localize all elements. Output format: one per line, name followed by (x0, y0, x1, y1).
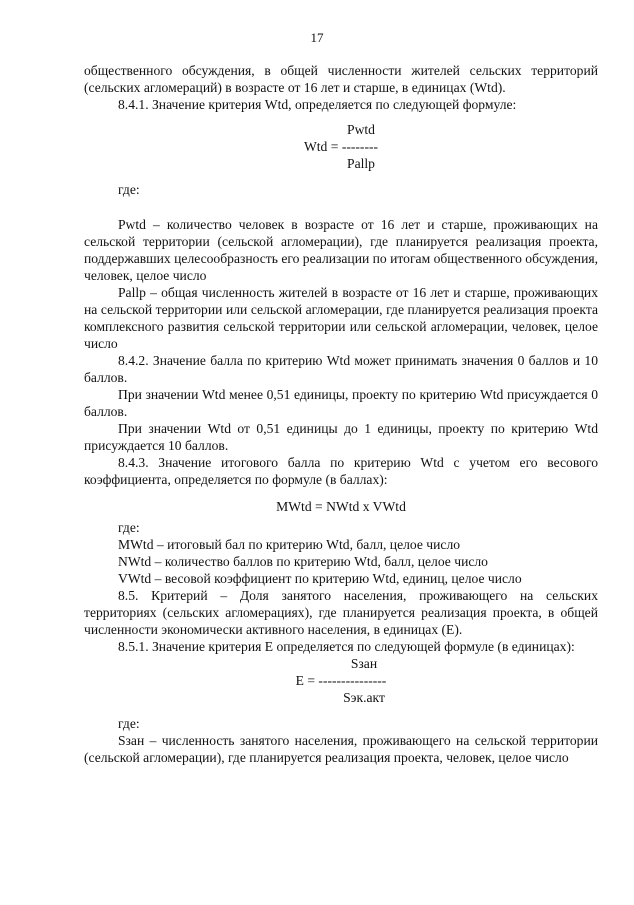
paragraph: 8.4.1. Значение критерия Wtd, определяется по следующей формуле: (118, 97, 517, 112)
where-label: где: (118, 716, 140, 731)
definition-mwtd: MWtd – итоговый бал по критерию Wtd, балл, целое число (118, 537, 461, 552)
formula-denominator: Pallp (347, 156, 375, 171)
formula-line: E = --------------- (295, 673, 387, 688)
definition-vwtd: VWtd – весовой коэффициент по критерию Wtd, единиц, целое число (118, 571, 522, 586)
page-number: 17 (310, 30, 324, 45)
formula-mwtd: MWtd = NWtd x VWtd (276, 499, 406, 514)
definition-pallp: Pallp – общая численность жителей в возрасте от 16 лет и старше, проживающих на сельской территории или сельской агломерации, где планируется реализация проекта комплексного развития сельской территории или сельской агломерации, человек, целое число (84, 285, 598, 351)
where-label: где: (118, 182, 140, 197)
definition-nwtd: NWtd – количество баллов по критерию Wtd, балл, целое число (118, 554, 488, 569)
paragraph: При значении Wtd менее 0,51 единицы, проекту по критерию Wtd присуждается 0 баллов. (84, 387, 598, 419)
formula-denominator: Sэк.акт (343, 690, 385, 705)
paragraph: 8.5. Критерий – Доля занятого населения, проживающего на сельских территориях (сельских агломерациях), где планируется реализация проекта, в общей численности экономически активного населения, в единицах (Е). (84, 588, 598, 637)
paragraph: общественного обсуждения, в общей численности жителей сельских территорий (сельских агломераций) в возрасте от 16 лет и старше, в единицах (Wtd). (84, 63, 598, 95)
paragraph: 8.4.2. Значение балла по критерию Wtd может принимать значения 0 баллов и 10 баллов. (84, 353, 598, 385)
formula-wtd (84, 121, 598, 172)
formula-e (84, 655, 598, 706)
where-label: где: (118, 520, 140, 535)
formula-numerator: Sзан (350, 656, 378, 671)
definition-szan: Sзан – численность занятого населения, проживающего на сельской территории (сельской агломерации), где планируется реализация проекта, человек, целое число (84, 733, 598, 765)
document-body (84, 62, 598, 766)
formula-numerator: Pwtd (347, 122, 375, 137)
paragraph: 8.4.3. Значение итогового балла по критерию Wtd с учетом его весового коэффициента, определяется по формуле (в баллах): (84, 455, 598, 487)
paragraph: 8.5.1. Значение критерия Е определяется по следующей формуле (в единицах): (118, 639, 575, 654)
formula-line: Wtd = -------- (303, 139, 379, 154)
definition-pwtd: Pwtd – количество человек в возрасте от 16 лет и старше, проживающих на сельской территории (сельской агломерации), где планируется реализация проекта, поддержавших целесообразность его реализации по итогам общественного обсуждения, человек, целое число (84, 217, 598, 283)
paragraph: При значении Wtd от 0,51 единицы до 1 единицы, проекту по критерию Wtd присуждается 10 баллов. (84, 421, 598, 453)
